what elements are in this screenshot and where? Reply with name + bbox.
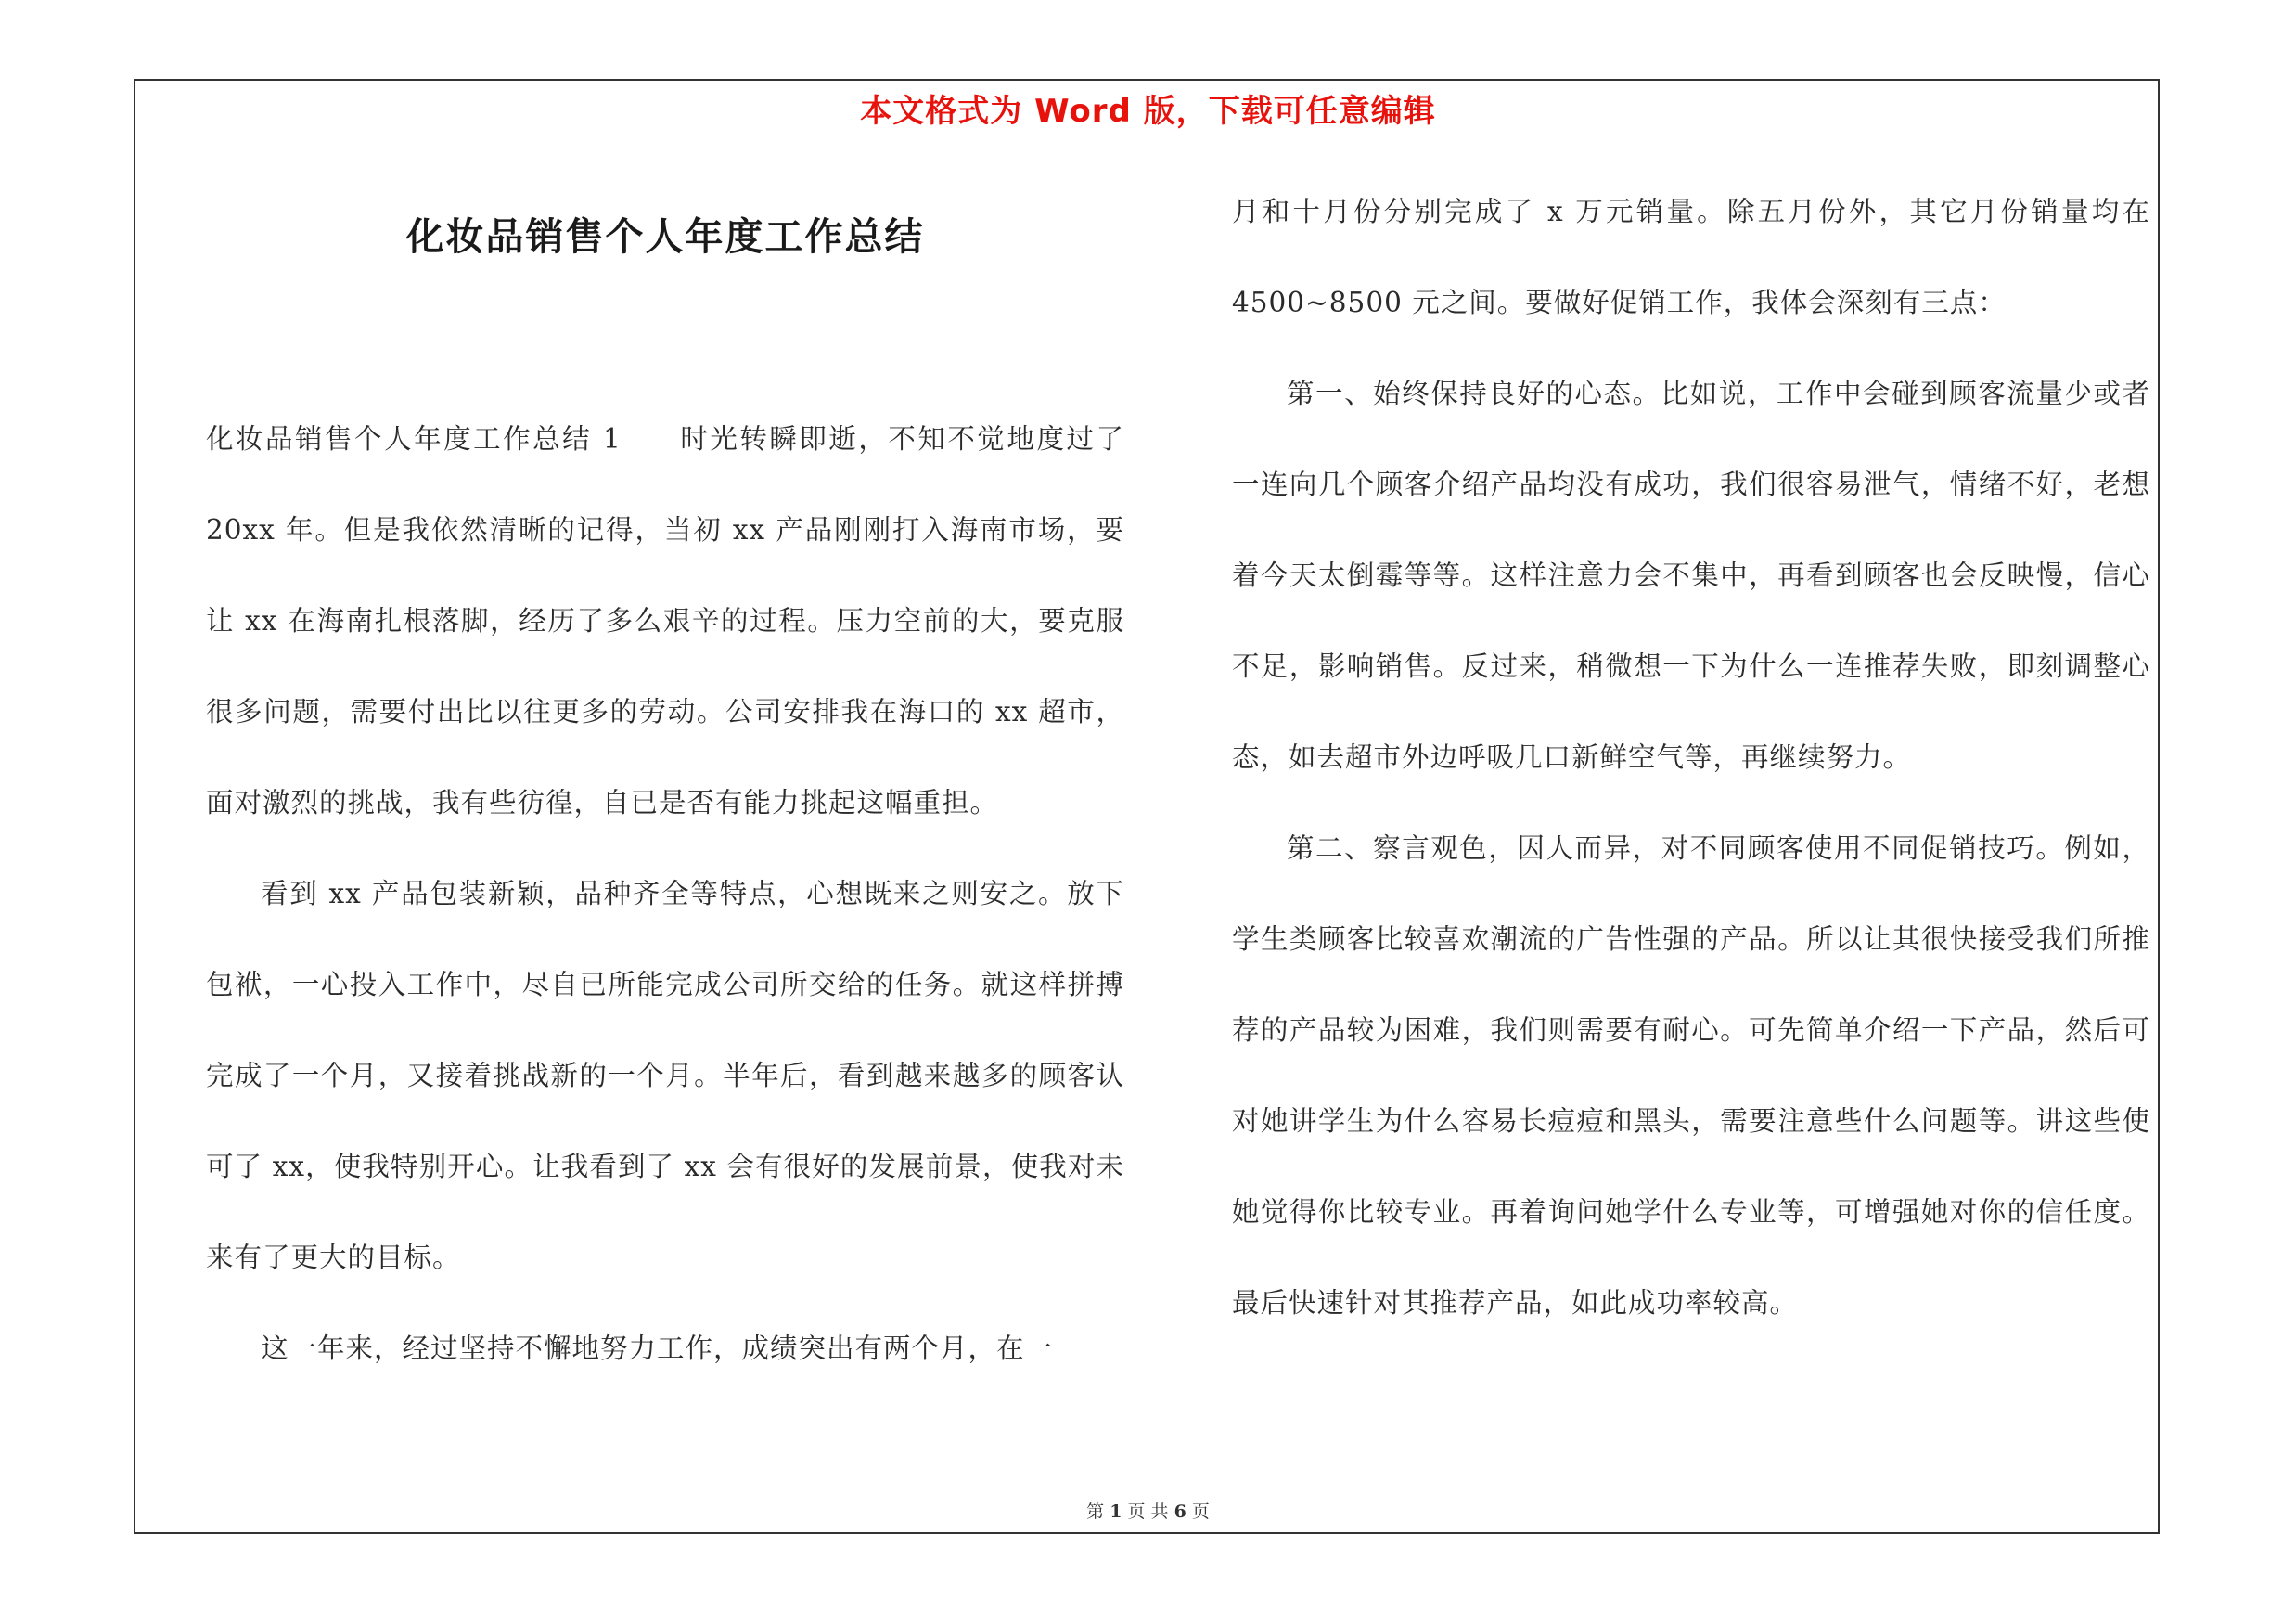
footer-middle: 页 共 [1127,1501,1169,1522]
footer-suffix: 页 [1191,1501,1210,1522]
paragraph-3: 这一年来，经过坚持不懈地努力工作，成绩突出有两个月，在一 [261,1333,1054,1364]
paragraph-text: 时光转瞬即逝，不知不觉地度过了 20xx 年。但是我依然清晰的记得，当初 xx 产品刚刚打入海南市场，要让 xx 在海南扎根落脚，经历了多么艰辛的过程。压力空前的大，要克服很多问题，需要付出比以往更多的劳动。公司安排我在海口的 xx 超市，面对激烈的挑战，我有些彷徨，自已是否有能力挑起这幅重担。 [206,423,1124,818]
section-heading: 化妆品销售个人年度工作总结 1 [206,423,622,455]
footer-prefix: 第 [1086,1501,1105,1522]
paragraph-continued: 月和十月份分别完成了 x 万元销量。除五月份外，其它月份销量均在 4500~8500 元之间。要做好促销工作，我体会深刻有三点： [1232,196,2150,318]
page-number-footer [0,1498,2296,1523]
paragraph-point-two: 第二、察言观色，因人而异，对不同顾客使用不同促销技巧。例如，学生类顾客比较喜欢潮流的广告性强的产品。所以让其很快接受我们所推荐的产品较为困难，我们则需要有耐心。可先简单介绍一下产品，然后可对她讲学生为什么容易长痘痘和黑头，需要注意些什么问题等。讲这些使她觉得你比较专业。再着询问她学什么专业等，可增强她对你的信任度。最后快速针对其推荐产品，如此成功率较高。 [1232,832,2150,1319]
format-notice-banner: 本文格式为 Word 版，下载可任意编辑 [860,93,1436,130]
paragraph-2: 看到 xx 产品包装新颖，品种齐全等特点，心想既来之则安之。放下包袱，一心投入工作中，尽自已所能完成公司所交给的任务。就这样拼搏完成了一个月，又接着挑战新的一个月。半年后，看到越来越多的顾客认可了 xx，使我特别开心。让我看到了 xx 会有很好的发展前景，使我对未来有了更大的目标。 [206,878,1124,1273]
document-title: 化妆品销售个人年度工作总结 [405,214,925,259]
right-text-column [1232,166,2150,1348]
paragraph-intro [206,393,1124,848]
current-page-number: 1 [1110,1501,1122,1522]
total-pages-number: 6 [1174,1501,1186,1522]
paragraph-point-one: 第一、始终保持良好的心态。比如说，工作中会碰到顾客流量少或者一连向几个顾客介绍产品均没有成功，我们很容易泄气，情绪不好，老想着今天太倒霉等等。这样注意力会不集中，再看到顾客也会反映慢，信心不足，影响销售。反过来，稍微想一下为什么一连推荐失败，即刻调整心态，如去超市外边呼吸几口新鲜空气等，再继续努力。 [1232,378,2150,773]
left-text-column [206,393,1124,1394]
